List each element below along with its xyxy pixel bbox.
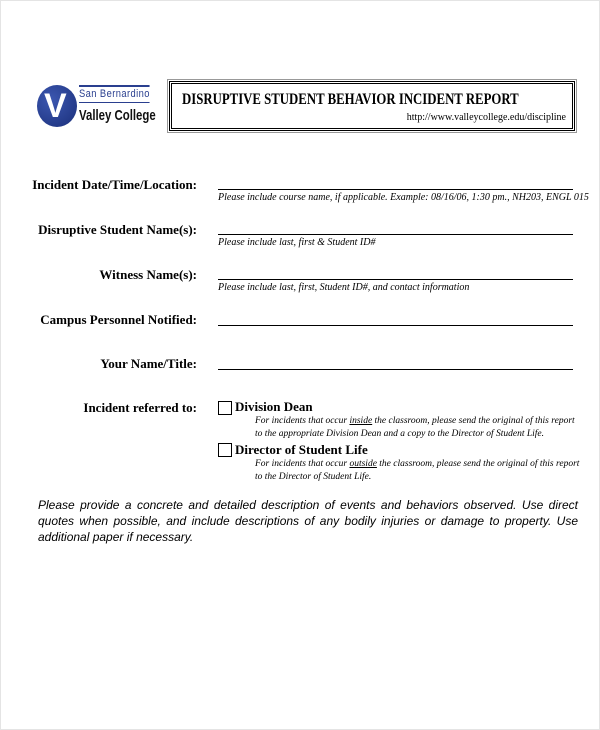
instructions-paragraph: Please provide a concrete and detailed description of events and behaviors observed. Use direct quotes when possible, and include descriptions of any bodily injuries or damage to property. Use additional paper if necessary.: [38, 498, 578, 544]
desc-text: For incidents that occur: [255, 459, 350, 469]
student-name-input[interactable]: [218, 222, 573, 235]
field-hint-incident: Please include course name, if applicable. Example: 08/16/06, 1:30 pm., NH203, ENGL 015: [218, 192, 589, 203]
college-logo: [37, 83, 163, 129]
division-dean-desc: [255, 415, 575, 441]
director-student-life-desc: [255, 458, 579, 484]
director-student-life-label: Director of Student Life: [235, 442, 368, 457]
logo-emblem: [37, 85, 77, 127]
desc-emphasis: outside: [349, 459, 377, 469]
desc-emphasis: inside: [349, 416, 373, 426]
incident-input[interactable]: [218, 177, 573, 190]
header-url: http://www.valleycollege.edu/discipline: [406, 112, 566, 123]
personnel-input[interactable]: [218, 312, 573, 326]
witness-name-input[interactable]: [218, 267, 573, 280]
desc-text: to the appropriate Division Dean and a copy to the Director of Student Life.: [255, 429, 545, 439]
page-title: DISRUPTIVE STUDENT BEHAVIOR INCIDENT REPORT: [182, 91, 519, 108]
desc-text: For incidents that occur: [255, 416, 350, 426]
logo-mark: V: [44, 87, 67, 125]
field-label-your-name: Your Name/Title:: [100, 356, 197, 371]
field-hint-witness: Please include last, first, Student ID#, and contact information: [218, 282, 470, 293]
field-label-student: Disruptive Student Name(s):: [38, 222, 197, 237]
logo-line2: Valley College: [79, 107, 156, 124]
division-dean-label: Division Dean: [235, 399, 313, 414]
desc-text: to the Director of Student Life.: [255, 472, 372, 482]
director-student-life-checkbox[interactable]: [218, 443, 232, 457]
field-label-incident: Incident Date/Time/Location:: [32, 177, 197, 192]
referral-label: Incident referred to:: [83, 400, 197, 415]
desc-text: the classroom, please send the original of this report: [376, 459, 580, 469]
your-name-input[interactable]: [218, 356, 573, 370]
division-dean-checkbox[interactable]: [218, 401, 232, 415]
field-label-witness: Witness Name(s):: [99, 267, 197, 282]
desc-text: the classroom, please send the original of this report: [372, 416, 575, 426]
logo-line1: San Bernardino: [79, 85, 150, 103]
header-box: [169, 81, 575, 131]
field-label-personnel: Campus Personnel Notified:: [40, 312, 197, 327]
field-hint-student: Please include last, first & Student ID#: [218, 237, 376, 248]
